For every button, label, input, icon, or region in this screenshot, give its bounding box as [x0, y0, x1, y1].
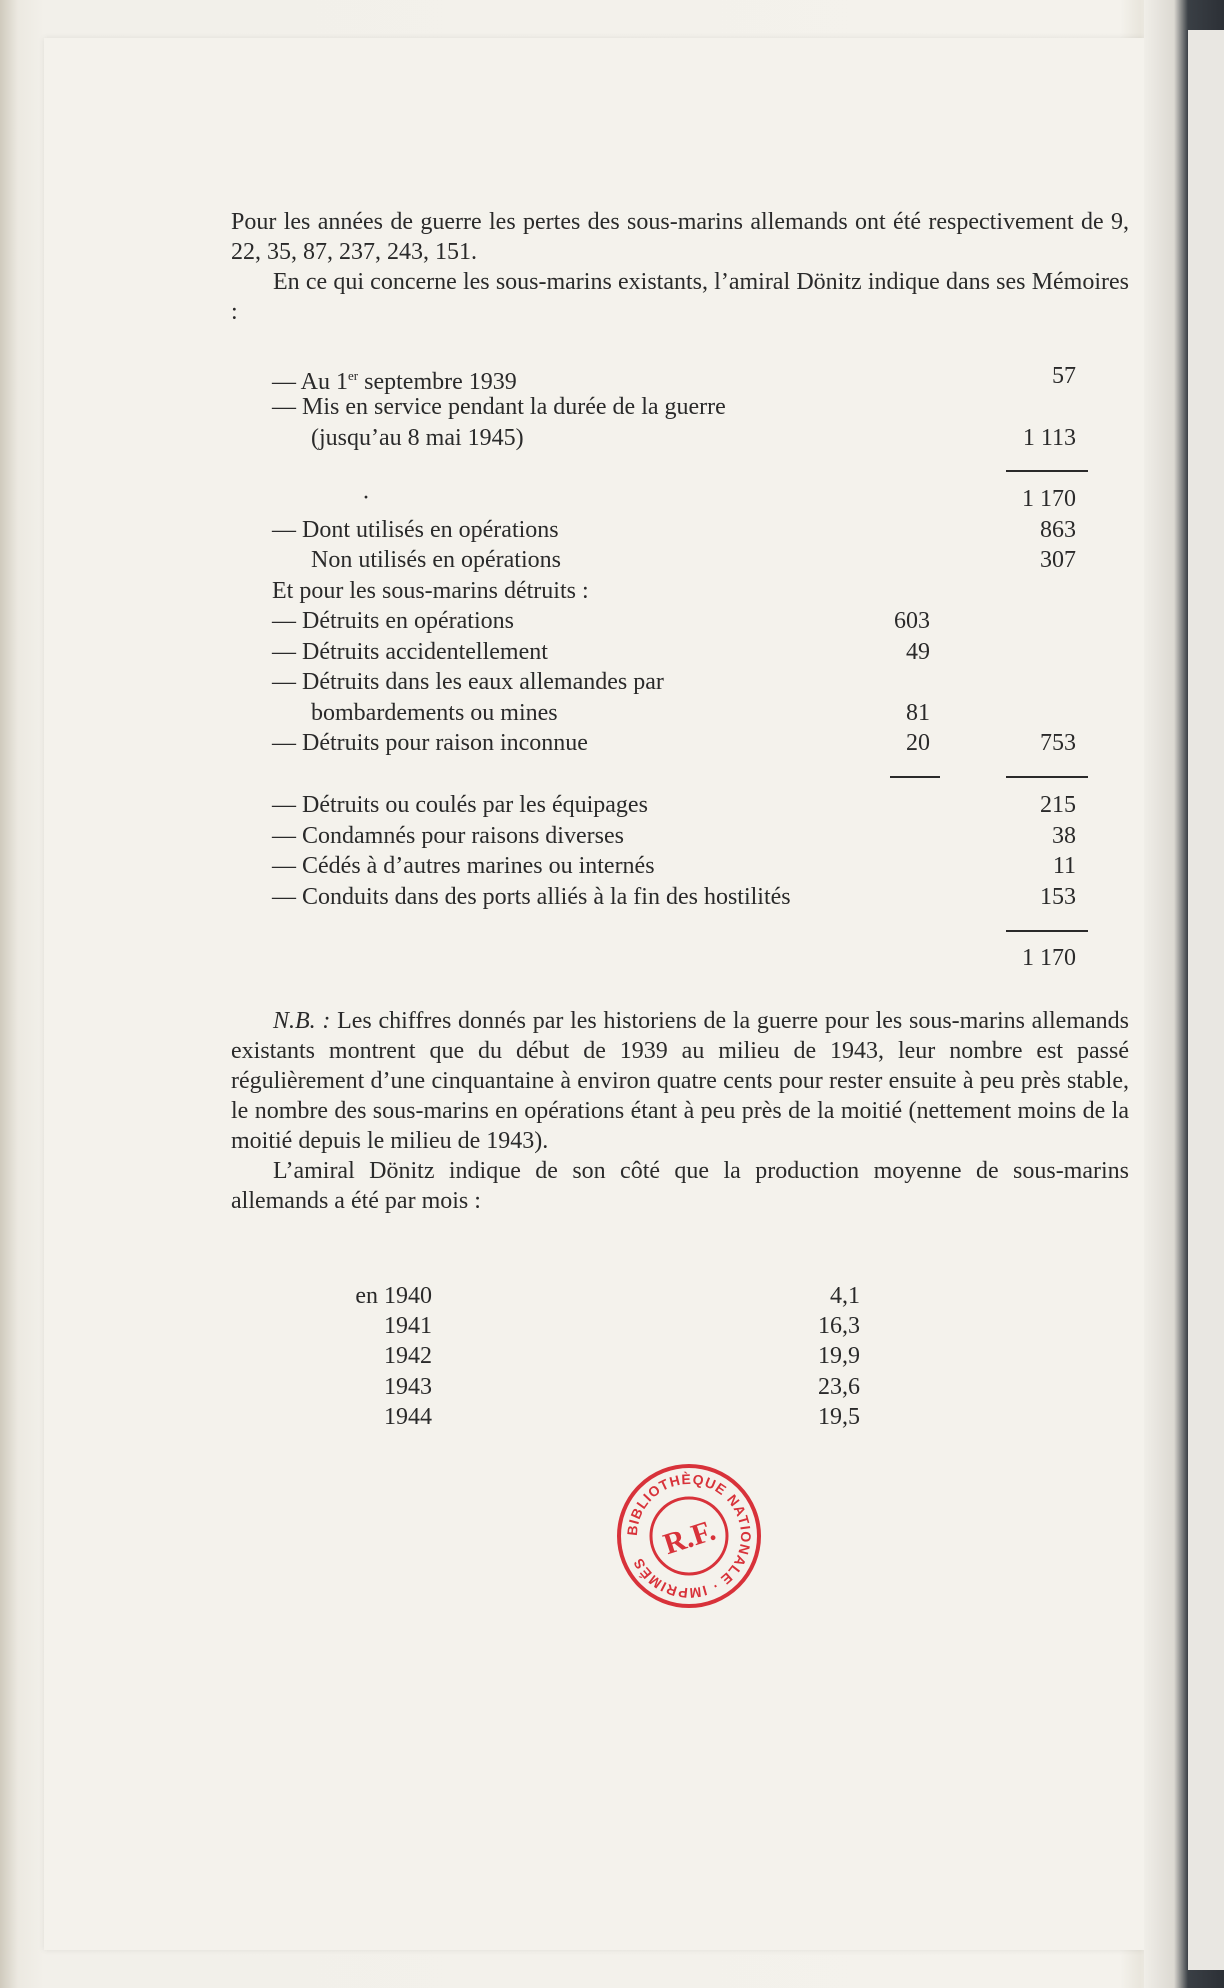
sum-rule-3 — [1006, 930, 1088, 932]
production-value: 19,9 — [818, 1343, 860, 1369]
row-destroyed-unknown: — Détruits pour raison inconnue — [272, 730, 588, 756]
value-scuttled: 215 — [1040, 792, 1076, 818]
row-condemned: — Condamnés pour raisons diverses — [272, 823, 624, 849]
total-1: 1 170 — [1022, 486, 1076, 512]
production-value: 23,6 — [818, 1374, 860, 1400]
value-destroyed-eaux: 81 — [906, 700, 930, 726]
intro-paragraph-1: Pour les années de guerre les pertes des sous-marins allemands ont été respectivement de 9, 22, 35, 87, 237, 243, 151. — [231, 209, 1129, 265]
production-year: 1943 — [384, 1374, 432, 1400]
sum-rule-2b — [1006, 776, 1088, 778]
sum-rule-2a — [890, 776, 940, 778]
row-allied-ports: — Conduits dans des ports alliés à la fin des hostilités — [272, 884, 791, 910]
value-condemned: 38 — [1052, 823, 1076, 849]
production-year: en 1940 — [355, 1283, 432, 1309]
row-used: — Dont utilisés en opérations — [272, 517, 559, 543]
intro-paragraph-2: En ce qui concerne les sous-marins existants, l’amiral Dönitz indique dans ses Mémoires : — [231, 269, 1129, 325]
row-service-line1: — Mis en service pendant la durée de la guerre — [272, 394, 726, 420]
stamp-center-text: R.F. — [659, 1513, 720, 1562]
production-value: 19,5 — [818, 1404, 860, 1430]
production-year: 1944 — [384, 1404, 432, 1430]
value-used: 863 — [1040, 517, 1076, 543]
value-service: 1 113 — [1022, 425, 1076, 451]
stamp-ring-text: BIBLIOTHÈQUE NATIONALE · IMPRIMÉS — [623, 1470, 755, 1602]
nb-paragraph-1 — [231, 1006, 1129, 1156]
value-destroyed-unknown: 20 — [906, 730, 930, 756]
value-allied-ports: 153 — [1040, 884, 1076, 910]
nb-text — [231, 1006, 1129, 1216]
production-year: 1942 — [384, 1343, 432, 1369]
sum-rule-1 — [1006, 470, 1088, 472]
row-service-line2: (jusqu’au 8 mai 1945) — [311, 425, 524, 451]
row-destroyed-ops: — Détruits en opérations — [272, 608, 514, 634]
nb-body: Les chiffres donnés par les historiens de la guerre pour les sous-marins allemands existants montrent que du début de 1939 au milieu de 1943, leur nombre est passé régulièrement d’une cinquantaine à environ quatre cents pour rester ensuite à peu près stable, le nombre des sous-marins en opérations étant à peu près de la moitié (nettement moins de la moitié depuis le milieu de 1943). — [231, 1008, 1129, 1154]
production-year: 1941 — [384, 1313, 432, 1339]
total-mark: · — [362, 485, 370, 511]
value-destroyed-total: 753 — [1040, 730, 1076, 756]
nb-label: N.B. : — [273, 1008, 331, 1034]
value-destroyed-ops: 603 — [894, 608, 930, 634]
row-ceded: — Cédés à d’autres marines ou internés — [272, 853, 655, 879]
destroyed-heading: Et pour les sous-marins détruits : — [272, 578, 589, 604]
value-destroyed-acc: 49 — [906, 639, 930, 665]
production-value: 4,1 — [830, 1283, 860, 1309]
value-not-used: 307 — [1040, 547, 1076, 573]
total-2: 1 170 — [1022, 945, 1076, 971]
row-not-used: Non utilisés en opérations — [311, 547, 561, 573]
row-destroyed-eaux-line2: bombardements ou mines — [311, 700, 558, 726]
value-september-1939: 57 — [1052, 363, 1076, 389]
value-ceded: 11 — [1052, 853, 1076, 879]
intro-text — [231, 207, 1129, 327]
row-destroyed-acc: — Détruits accidentellement — [272, 639, 548, 665]
row-scuttled: — Détruits ou coulés par les équipages — [272, 792, 648, 818]
row-destroyed-eaux-line1: — Détruits dans les eaux allemandes par — [272, 669, 664, 695]
library-stamp — [614, 1461, 764, 1611]
row-september-1939: — Au 1er septembre 1939 — [272, 368, 517, 395]
production-value: 16,3 — [818, 1313, 860, 1339]
book-edge — [1144, 0, 1224, 1988]
nb-paragraph-2: L’amiral Dönitz indique de son côté que la production moyenne de sous-marins allemands a été par mois : — [231, 1158, 1129, 1214]
